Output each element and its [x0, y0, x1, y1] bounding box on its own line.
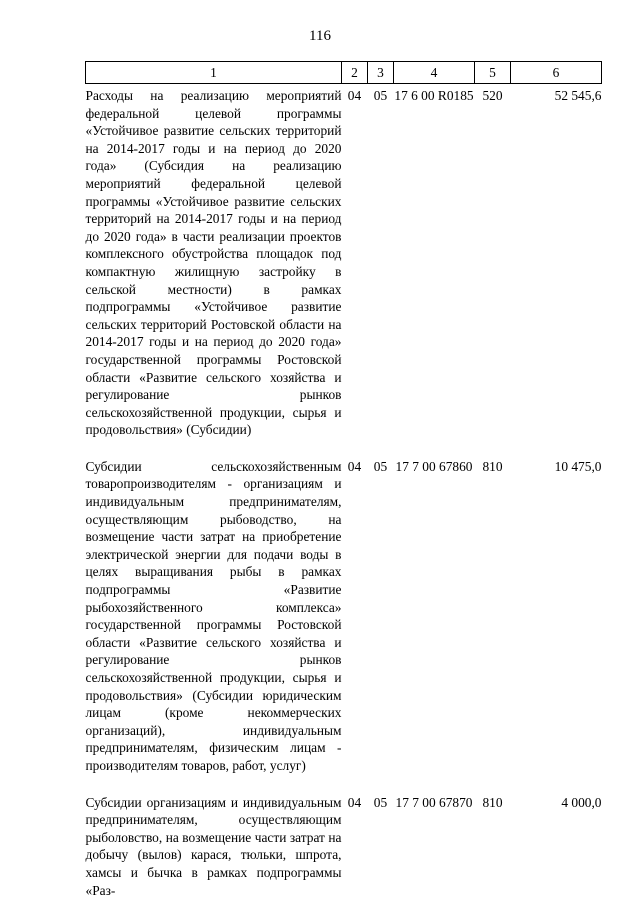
table-row	[86, 791, 602, 900]
row-spacer	[86, 439, 602, 455]
table-row	[86, 84, 602, 439]
column-header-5: 5	[475, 62, 511, 84]
table-header-row	[86, 62, 602, 84]
row-target-article: 17 7 00 67870	[395, 794, 473, 810]
row-expense-type: 810	[482, 794, 503, 810]
column-header-6: 6	[511, 62, 602, 84]
row-spacer	[86, 775, 602, 791]
row-expense-type: 810	[482, 458, 503, 474]
row-subsection-code: 05	[373, 794, 388, 810]
row-target-article: 17 6 00 R0185	[394, 88, 474, 103]
row-section-code: 04	[347, 458, 362, 474]
row-description: Субсидии организациям и индивидуальным предпринимателям, осуществляющим рыболовство, на возмещение части затрат на добычу (вылов) карася, тюльки, шпрота, хамсы и бычка в рамках подпрограммы «Раз-	[85, 794, 342, 898]
row-description: Расходы на реализацию мероприятий федеральной целевой программы «Устойчивое развитие сельских территорий на 2014-2017 годы и на период до 2020 года» (Субсидия на реализацию мероприятий федеральной целевой программы «Устойчивое развитие сельских территорий на 2014-2017 годы и на период до 2020 года» в части реализации проектов комплексного обустройства площадок под компактную жилищную застройку в сельской местности) в рамках подпрограммы «Устойчивое развитие сельских территорий Ростовской области на 2014-2017 годы и на период до 2020 года» государственной программы Ростовской области «Развитие сельского хозяйства и регулирование рынков сельскохозяйственной продукции, сырья и продовольствия» (Субсидии)	[85, 88, 342, 438]
row-target-article: 17 7 00 67860	[395, 458, 473, 474]
column-header-2: 2	[342, 62, 368, 84]
row-subsection-code: 05	[373, 458, 388, 474]
table-row	[86, 455, 602, 775]
row-section-code: 04	[347, 88, 362, 103]
column-header-4: 4	[394, 62, 475, 84]
row-subsection-code: 05	[373, 88, 388, 103]
page-number: 116	[309, 28, 331, 44]
row-amount: 4 000,0	[561, 794, 602, 810]
row-expense-type: 520	[482, 88, 503, 103]
row-description: Субсидии сельскохозяйственным товаропроизводителям - организациям и индивидуальным предпринимателям, осуществляющим рыбоводство, на возмещение части затрат на приобретение электрической энергии для подачи воды в целях выращивания рыбы в рамках подпрограммы «Развитие рыбохозяйственного комплекса» государственной программы Ростовской области «Развитие сельского хозяйства и регулирование рынков сельскохозяйственной продукции, сырья и продовольствия» (Субсидии юридическим лицам (кроме некоммерческих организаций), индивидуальным предпринимателям, физическим лицам - производителям товаров, работ, услуг)	[85, 458, 342, 773]
row-section-code: 04	[347, 794, 362, 810]
column-header-1: 1	[86, 62, 342, 84]
row-amount: 52 545,6	[554, 88, 602, 103]
budget-table	[85, 61, 602, 899]
row-amount: 10 475,0	[554, 458, 602, 474]
column-header-3: 3	[368, 62, 394, 84]
